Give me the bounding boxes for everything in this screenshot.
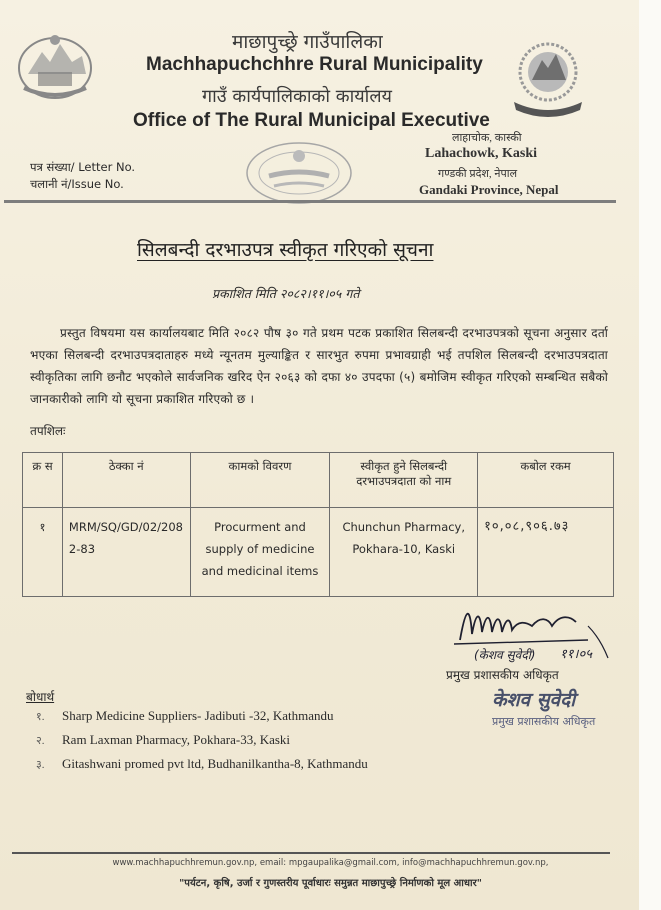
designation: प्रमुख प्रशासकीय अधिकृत	[446, 668, 559, 682]
handwritten-name: (केशव सुवेदी)	[474, 648, 536, 662]
tapsil-label: तपशिलः	[30, 424, 66, 438]
letter-no-label: पत्र संख्या/ Letter No.	[30, 160, 136, 174]
published-date: प्रकाशित मिति २०८२।११।०५ गते	[212, 286, 360, 301]
page-edge	[639, 0, 661, 910]
award-table	[22, 452, 614, 597]
handwritten-date: ११।०५	[560, 647, 592, 662]
nepal-emblem-icon	[14, 28, 96, 102]
copy-to-list	[36, 708, 368, 780]
office-name-nepali: गाउँ कार्यपालिकाको कार्यालय	[202, 86, 392, 107]
footer-contact: www.machhapuchhremun.gov.np, email: mpgaupalika@gmail.com, info@machhapuchhremun.gov.np,	[112, 858, 549, 868]
col-header-work-description: कामको विवरण	[190, 453, 330, 508]
municipality-logo-icon	[510, 36, 586, 120]
municipality-name-english: Machhapuchchhre Rural Municipality	[146, 54, 483, 75]
footer-divider	[12, 852, 610, 854]
col-header-bidder-name: स्वीकृत हुने सिलबन्दी दरभाउपत्रदाता को नाम	[330, 453, 478, 508]
stamp-name: केशव सुवेदी	[492, 689, 576, 711]
office-name-english: Office of The Rural Municipal Executive	[133, 110, 490, 131]
copy-to-label: बोधार्थ	[26, 690, 55, 704]
col-header-bid-amount: कबोल रकम	[478, 453, 614, 508]
header-divider	[4, 200, 616, 203]
municipality-name-nepali: माछापुच्छ्रे गाउँपालिका	[232, 31, 383, 53]
list-item: १. Sharp Medicine Suppliers- Jadibuti -32, Kathmandu	[36, 708, 334, 723]
footer-slogan: "पर्यटन, कृषि, उर्जा र गुणस्तरीय पूर्वाधारः समुन्नत माछापुच्छ्रे निर्माणको मूल आधार"	[179, 878, 482, 889]
address-nepali: लाहाचोक, कास्की	[452, 132, 522, 144]
col-header-sn: क्र स	[23, 453, 63, 508]
cell-work-description: Procurment and supply of medicine and medicinal items	[190, 508, 330, 597]
cell-bid-amount: १०,०८,९०६.७३	[478, 508, 614, 597]
list-item: ३. Gitashwani promed pvt ltd, Budhanilkantha-8, Kathmandu	[36, 756, 368, 771]
notice-body: प्रस्तुत विषयमा यस कार्यालयबाट मिति २०८२ पौष ३० गते प्रथम पटक प्रकाशित सिलबन्दी दरभाउपत्रको सूचना अनुसार दर्ता भएका सिलबन्दी दरभाउपत्रदाताहरु मध्ये न्यूनतम मुल्याङ्कित र सारभुत रुपमा प्रभावग्राही भई तपशिल सिलबन्दी दरभाउपत्रदाता स्वीकृतिका लागि छनौट भएकोले सार्वजनिक खरिद ऐन २०६३ को दफा ४० उपदफा (५) बमोजिम स्वीकृत गरिएको सम्बन्धित सबैको जानकारीको लागि यो सूचना प्रकाशित गरिएको छ ।	[30, 326, 608, 406]
province-nepali: गण्डकी प्रदेश, नेपाल	[438, 168, 518, 180]
province-english: Gandaki Province, Nepal	[419, 182, 559, 197]
table-row	[23, 508, 614, 597]
cell-contract-no: MRM/SQ/GD/02/2082-83	[62, 508, 190, 597]
stamp-designation: प्रमुख प्रशासकीय अधिकृत	[492, 715, 596, 728]
issue-no-label: चलानी नं/Issue No.	[30, 177, 124, 191]
table-header-row	[23, 453, 614, 508]
col-header-contract-no: ठेक्का नं	[62, 453, 190, 508]
notice-title: सिलबन्दी दरभाउपत्र स्वीकृत गरिएको सूचना	[137, 239, 434, 261]
office-seal-icon	[244, 140, 354, 206]
cell-sn: १	[23, 508, 63, 597]
cell-bidder-name: Chunchun Pharmacy, Pokhara-10, Kaski	[330, 508, 478, 597]
list-item: २. Ram Laxman Pharmacy, Pokhara-33, Kaski	[36, 732, 291, 747]
address-english: Lahachowk, Kaski	[425, 146, 538, 161]
